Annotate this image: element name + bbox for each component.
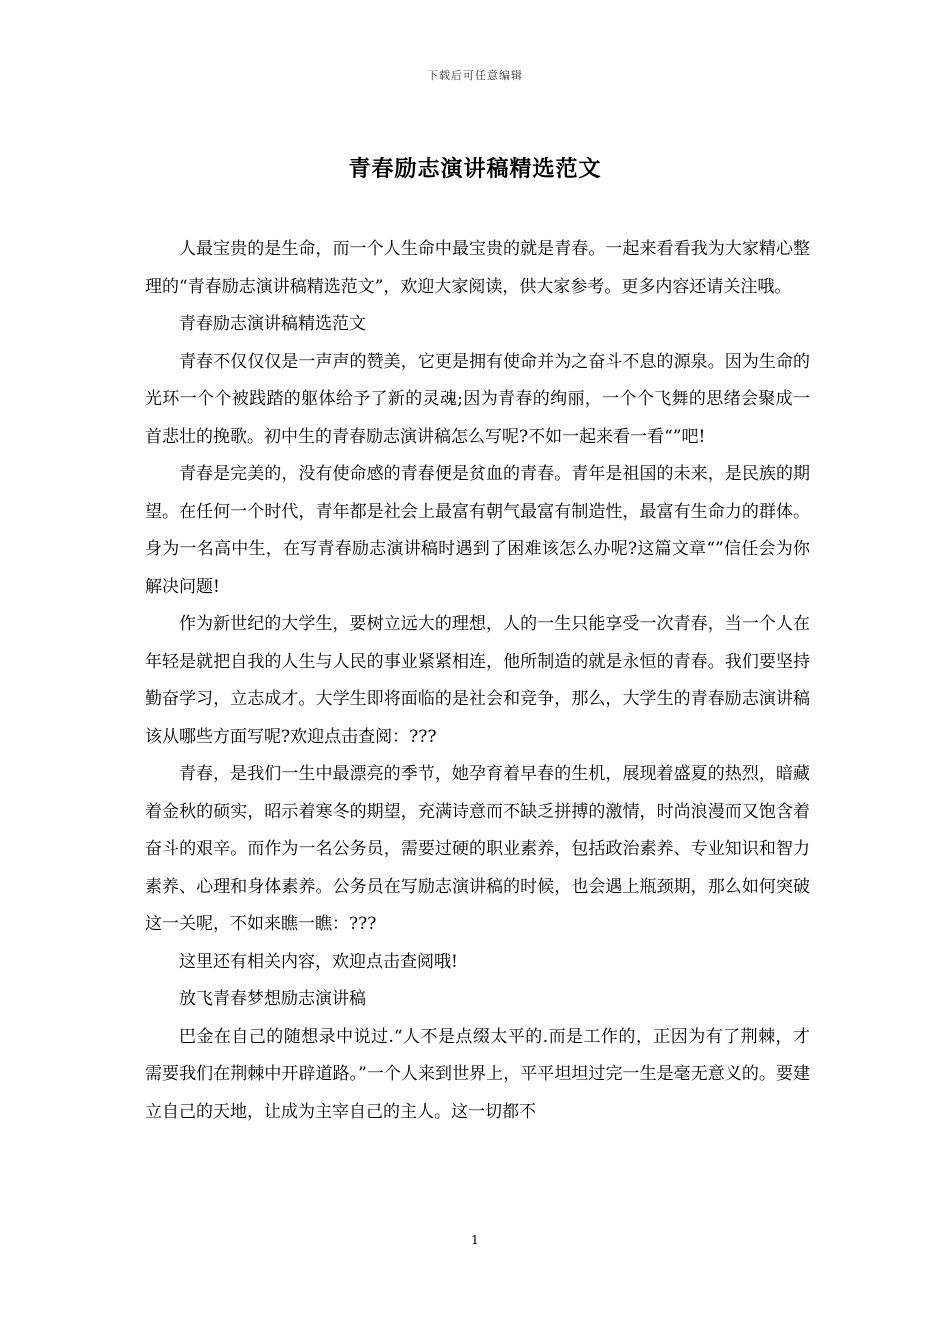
paragraph: 青春是完美的，没有使命感的青春便是贫血的青春。青年是祖国的未来，是民族的期望。在任何一个时代，青年都是社会上最富有朝气最富有制造性，最富有生命力的群体。身为一名高中生，在写青春励志演讲稿时遇到了困难该怎么办呢?这篇文章“”信任会为你解决问题! [145, 464, 810, 597]
paragraph: 青春不仅仅仅是一声声的赞美，它更是拥有使命并为之奋斗不息的源泉。因为生命的光环一个个被践踏的躯体给予了新的灵魂;因为青春的绚丽，一个个飞舞的思绪会聚成一首悲壮的挽歌。初中生的青春励志演讲稿怎么写呢?不如一起来看一看“”吧! [145, 351, 810, 447]
paragraph-intro: 人最宝贵的是生命，而一个人生命中最宝贵的就是青春。一起来看看我为大家精心整理的“青春励志演讲稿精选范文”，欢迎大家阅读，供大家参考。更多内容还请关注哦。 [145, 239, 810, 297]
section-heading: 放飞青春梦想励志演讲稿 [179, 989, 366, 1009]
page-number: 1 [471, 1233, 479, 1247]
paragraph: 青春，是我们一生中最漂亮的季节，她孕育着早春的生机，展现着盛夏的热烈，暗藏着金秋的硕实，昭示着寒冬的期望，充满诗意而不缺乏拼搏的激情，时尚浪漫而又饱含着奋斗的艰辛。而作为一名公务员，需要过硬的职业素养，包括政治素养、专业知识和智力素养、心理和身体素养。公务员在写励志演讲稿的时候，也会遇上瓶颈期，那么如何突破这一关呢，不如来瞧一瞧：??? [145, 764, 810, 934]
header-note: 下载后可任意编辑 [427, 69, 523, 82]
document-title: 青春励志演讲稿精选范文 [348, 156, 602, 182]
paragraph: 作为新世纪的大学生，要树立远大的理想，人的一生只能享受一次青春，当一个人在年轻是就把自我的人生与人民的事业紧紧相连，他所制造的就是永恒的青春。我们要坚持勤奋学习，立志成才。大学生即将面临的是社会和竞争，那么，大学生的青春励志演讲稿该从哪些方面写呢?欢迎点击查阅：??? [145, 614, 810, 747]
paragraph-related: 这里还有相关内容，欢迎点击查阅哦! [179, 951, 458, 972]
paragraph: 巴金在自己的随想录中说过.“人不是点缀太平的.而是工作的，正因为有了荆棘，才需要我们在荆棘中开辟道路。”一个人来到世界上，平平坦坦过完一生是毫无意义的。要建立自己的天地，让成为主宰自己的主人。这一切都不 [145, 1026, 810, 1122]
document-body [145, 231, 810, 1131]
section-heading: 青春励志演讲稿精选范文 [179, 314, 366, 334]
